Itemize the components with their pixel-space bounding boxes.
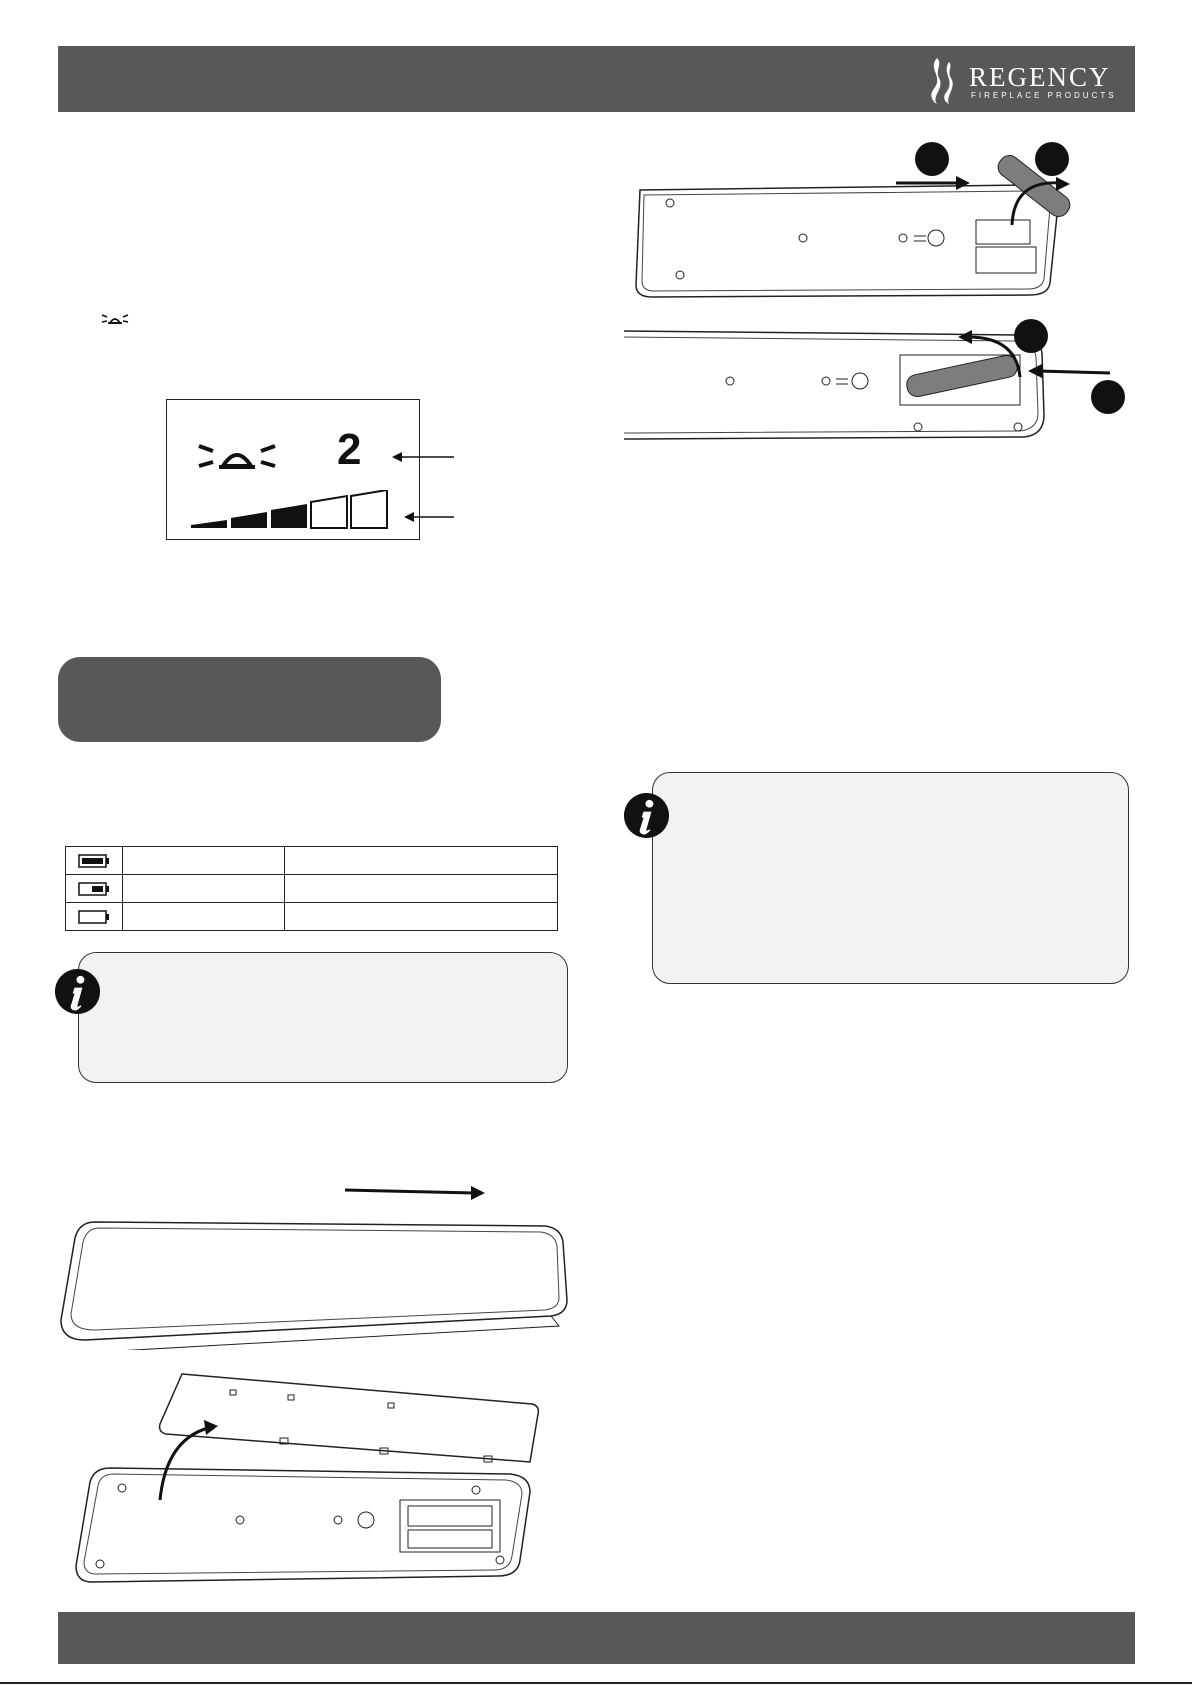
table-row: [66, 875, 558, 903]
page-header-bar: [58, 46, 1135, 112]
battery-insertion-illustration-1: [630, 135, 1140, 310]
info-icon: [623, 792, 670, 839]
battery-insertion-illustration-2: [620, 315, 1140, 455]
light-mode-large-icon: [197, 438, 277, 474]
regency-logo: [923, 54, 1123, 106]
lcd-display: [166, 399, 420, 540]
page-footer-bar: [58, 1612, 1135, 1664]
info-icon: [54, 968, 101, 1015]
logo-subtext: FIREPLACE PRODUCTS: [971, 91, 1117, 100]
cover-removal-illustration-1: [55, 1180, 575, 1350]
logo-wordmark: REGENCY: [969, 62, 1111, 92]
table-row: [66, 903, 558, 931]
table-row: [66, 847, 558, 875]
cover-removal-illustration-2: [70, 1370, 550, 1590]
info-note-right: [652, 772, 1129, 984]
info-note-left: [78, 952, 568, 1083]
flame-logo-icon: [923, 56, 963, 106]
battery-half-icon: [78, 881, 110, 897]
light-level-number: 2: [337, 425, 362, 474]
light-mode-icon: [100, 312, 130, 326]
battery-full-icon: [78, 853, 110, 869]
section-banner: [58, 657, 441, 742]
level-bar-graph: [189, 490, 389, 530]
page-bottom-rule: [0, 1682, 1192, 1684]
lcd-callout-arrows: [390, 445, 460, 525]
battery-status-table: [65, 846, 558, 931]
battery-empty-icon: [78, 909, 110, 925]
